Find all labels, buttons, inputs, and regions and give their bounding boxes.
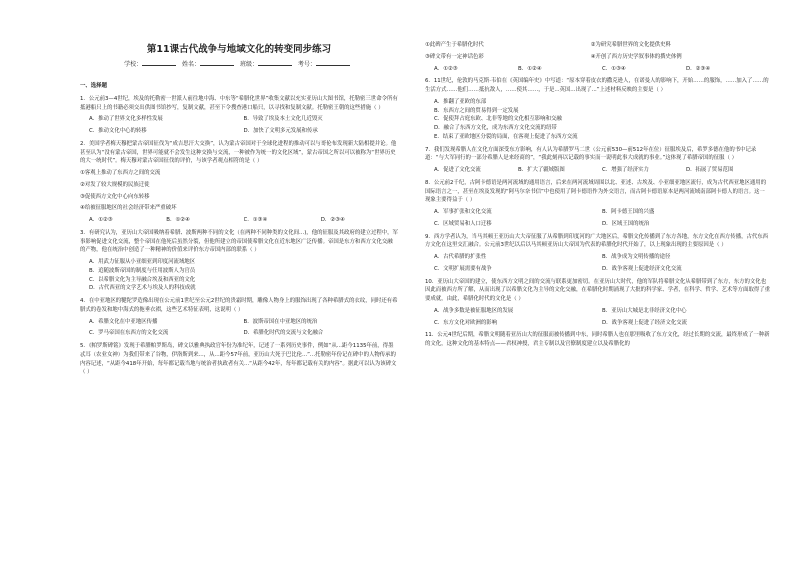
statement-item: ②为研究希腊世界的文化提供史料 [590,42,671,48]
question-1-stem: 1．公元前3—4世纪，埃及的托勒密一世派人前往地中海、中东等“希腊化世界”收集文献以充实亚历山大图书馆，托勒密三世命令所有抵港船只上的书籍必须交出供图书馆抄写，复制文献，甚至下令搜查港口船只，以寻找和复制文献。托勒密王朝的这些措施（ ） [80,95,398,111]
student-info-line [80,59,398,68]
option[interactable]: B．波斯帝国在中亚地区的统治 [243,318,318,325]
number-blank[interactable] [316,65,350,66]
school-blank[interactable] [142,65,176,66]
question-7-stem: 7．我们发现希腊人在文化方面深受东方影响，有人认为希腊罗马二世（公元前530—前512年在位）征服埃及后，希罗多德在他的书中记录道：“与大军同行的一部分希腊人是来经商的”，“我此刻再以记载的事实而一说明此事大成就的事业。”这体现了希腊帝国的征服（ ） [425,146,757,162]
statement-item: ④开创了西方历史学叙事体的撰史体例 [590,53,682,60]
question-8-stem: 8．公元前2千纪，古阿卡德语是两河流域的通用语言，后来在两河流域周围以北、亚述、古埃及、小亚细亚地区流行，成为古代西亚地区通用的国际语言之一，甚至在埃及发现的“阿马尔奈书信”中也使用了阿卡德语作为外交语言，而古阿卡德语原本是两河流域南部阿卡德人的语言。这一现象主要得益于（ ） [425,179,767,204]
option[interactable]: A．希腊文化在中亚地区传播 [89,318,158,325]
question-4-options [80,318,398,339]
option[interactable]: B．①②④ [166,217,190,223]
option[interactable]: B．导致了埃及本土文化几近毁灭 [243,116,323,123]
option[interactable]: B．阿卡德王国的兴盛 [602,209,655,215]
question-10-stem: 10．亚历山大帝国的建立，使东西方文明之间的交流与联系更加密切。在亚历山大时代，他的军队将希腊文化从希腊带到了东方，东方的文化也因此而被西方所了解，从而出现了以希腊文化为主导的文化交融，在希腊化时期涌现了大批的科学家、学者，在科学、哲学、艺术等方面取得了重要成就，由此，希腊化时代的文化是（ ） [425,278,771,302]
option[interactable]: B．亚历山大城是北非经济文化中心 [602,307,687,314]
option[interactable]: C．增强了经济实力 [602,167,649,173]
option[interactable]: C．区域贸易和人口迁移 [434,220,492,227]
option[interactable]: C．①③④ [243,217,268,223]
question-10-options [425,307,770,328]
option[interactable]: A．战争多数是被征服地区的发展 [434,307,514,314]
left-column [80,80,398,377]
question-11-stem: 11．公元4世纪后期，希腊文明随着亚历山大的征服而被传播到中东，同时希腊人也在那里吸收了东方文化，经过长期的交流，最终形成了一种新的文化，这种文化的基本特点——君权神授，君主专制以及官僚制度建立以及希腊化的 [425,332,770,347]
option[interactable]: B．战争成为文明传播的途径 [602,254,671,260]
option[interactable]: B．东西方之间的贸易得到一定发展 [434,107,519,114]
option[interactable]: D．拓展了贸易范围 [686,167,734,173]
number-label: 考号： [297,61,316,68]
school-label: 学校： [124,61,143,68]
right-column [425,38,770,349]
option[interactable]: D．融合了东西方文化，成为东西方文化交流的纽带 [434,125,557,131]
option[interactable]: B．扩大了疆域版图 [518,167,565,173]
option[interactable]: B．①②④ [518,65,542,72]
option[interactable]: A．军事扩张和文化交流 [434,209,492,215]
option[interactable]: C．文明扩展需要有战争 [434,265,492,272]
question-2-options [80,216,398,225]
page-title: 第11课古代战争与地域文化的转变同步练习 [146,44,332,55]
option[interactable]: D．②③④ [686,65,711,72]
option[interactable]: A．①②③ [89,217,113,223]
question-2-stem: 2．美国学者梅天穆把蒙古帝国征伐为“成吉思汗大交换”，认为蒙古帝国对于全球化进程的推动可以与哥伦布发现新大陆相提并论。他甚至认为“没有蒙古帝国，世界可能就不会发生这种交换与交流，一种被作为统一的文化区域”，蒙古帝国之所以可以被称为“世界历史的大一统时代”。梅天穆对蒙古帝国征伐的评价，与该学者观点相符的是（ ） [80,140,397,165]
name-blank[interactable] [200,65,234,66]
question-9-options [425,253,770,274]
statement-item: ①客观上推动了东西方之间的交流 [80,170,161,176]
statement-item: ④给被征服地区的社会经济带来严重破坏 [80,205,177,212]
option[interactable]: A．促进了文化交流 [434,167,481,173]
class-label: 班级： [239,61,258,68]
class-blank[interactable] [258,65,292,66]
option[interactable]: B．追随波斯帝国的制度与任用波斯人为官员 [89,267,196,274]
question-3-stem: 3．有研究认为，亚历山大帝国吸纳着希腊、波斯两种不同的文化（在两种不同种类的文化间...)，他的征服及其政府的建立过程中，军事影响促进文化交流，整个帝国在他死后虽然分裂，但他所建立的帝国使希腊文化在近东地区广泛传播。帝国是东方和西方文化交融的产物，他在统治中创造了一种精神的价值来评价东方帝国内部的联系（ ） [80,229,398,254]
option[interactable]: D．②③④ [320,217,345,223]
option[interactable]: D．战争客观上促进经济文化交流 [602,265,682,272]
option[interactable]: C．促使拜占庭东欧、北非等地的文化相互影响和交融 [434,116,562,123]
option[interactable]: A．①②③ [434,65,458,72]
question-5-options [425,65,770,74]
option[interactable]: A．推动了世界文化多样性发展 [89,116,163,123]
question-9-stem: 9．西方学者认为，当马其顿王亚历山大大帝征服了从希腊到印度河的广大地区后，希腊文化传播到了东方各地，东方文化在西方传播，古代东西方文化在这里交汇融合。公元前3世纪以后以马其顿亚历山大帝国为代表的希腊化时代开始了，以上现象出现的主要原因是（ ） [425,233,769,249]
question-7-options [425,166,770,175]
name-label: 姓名： [182,61,201,68]
option[interactable]: C．东方文化对欧洲的影响 [434,319,498,326]
question-4-stem: 4．在中亚地区的犍陀罗造像出现在公元前1世纪至公元2世纪的贵霜时期，雕像人物身上的服饰出现了各种希腊式的衣纹，同时还有希腊式的卷发和地中海式的拖垂衣褶，这些艺术特征表明，这说明（ ） [80,298,398,313]
option[interactable]: E．结束了亚欧地区分裂的局面，在客观上促进了东西方交流 [434,133,578,140]
question-1-options [80,115,398,136]
option[interactable]: C．①③④ [602,65,626,72]
option[interactable]: D．加快了文明多元发展和传承 [243,128,318,134]
option[interactable]: D．古代西亚的文学艺术与埃及人的科技成就 [89,285,196,292]
question-5-stem: 5．《帕罗斯碑铭》发现于希腊帕罗斯岛，碑文以雅典执政官年份为准纪年，记述了一系列历史事件，例如“从...距今1135年前，得墨忒耳（农业女神）为我们带来了谷物，伊洛斯到来...，从...距今57年前，亚历山大死于巴比伦...”...托勒密年份记在碑中的人物传承的内容记述，“从距今418年开始，每年都记载当地与统治者执政者有关...“从距今42年，每年都记载有关的内容”。据此可以认为该碑文（ ） [80,343,397,376]
statement-item: ②对发了较大规模的民族迁徙 [80,181,150,188]
question-6-stem: 6．11世纪，伦敦的马克斯·韦伯在《英国编年史》中写道：“原本穿着皮衣的撒克逊人，在诺曼人的影响下，开始……的服饰，……加入了……的生活方式……他们……抵抗敌人，……使其……，于是...英国...出现了...”上述材料反映的主要是（ ） [425,78,769,93]
question-3-options [80,258,398,293]
option[interactable]: D．希腊化时代的交流与文化融合 [243,330,324,337]
statement-item: ①此碑产生于希腊化时代 [425,42,484,48]
statement-item: ③促使西方文化中心向东转移 [80,193,150,200]
option[interactable]: C．推动文化中心的转移 [89,128,147,134]
option[interactable]: D．区域王国的统治 [602,220,650,227]
option[interactable]: C．以希腊文化为主导融合埃及和西亚的文化 [89,276,196,283]
option[interactable]: C．罗马帝国在东西方的文化交流 [89,330,169,337]
option[interactable]: A．古代希腊的扩张性 [434,254,487,260]
question-6-options [425,98,770,142]
option[interactable]: D．战争客观上促进了经济文化交流 [602,319,688,326]
question-8-options [425,208,770,229]
option[interactable]: A．用武力征服从小亚细亚到印度河流域地区 [89,259,196,265]
section-heading: 一、选择题 [80,83,107,89]
option[interactable]: A．推翻了亚欧的东部 [434,98,487,105]
statement-item: ③碑文带有一定神话色彩 [425,53,484,60]
